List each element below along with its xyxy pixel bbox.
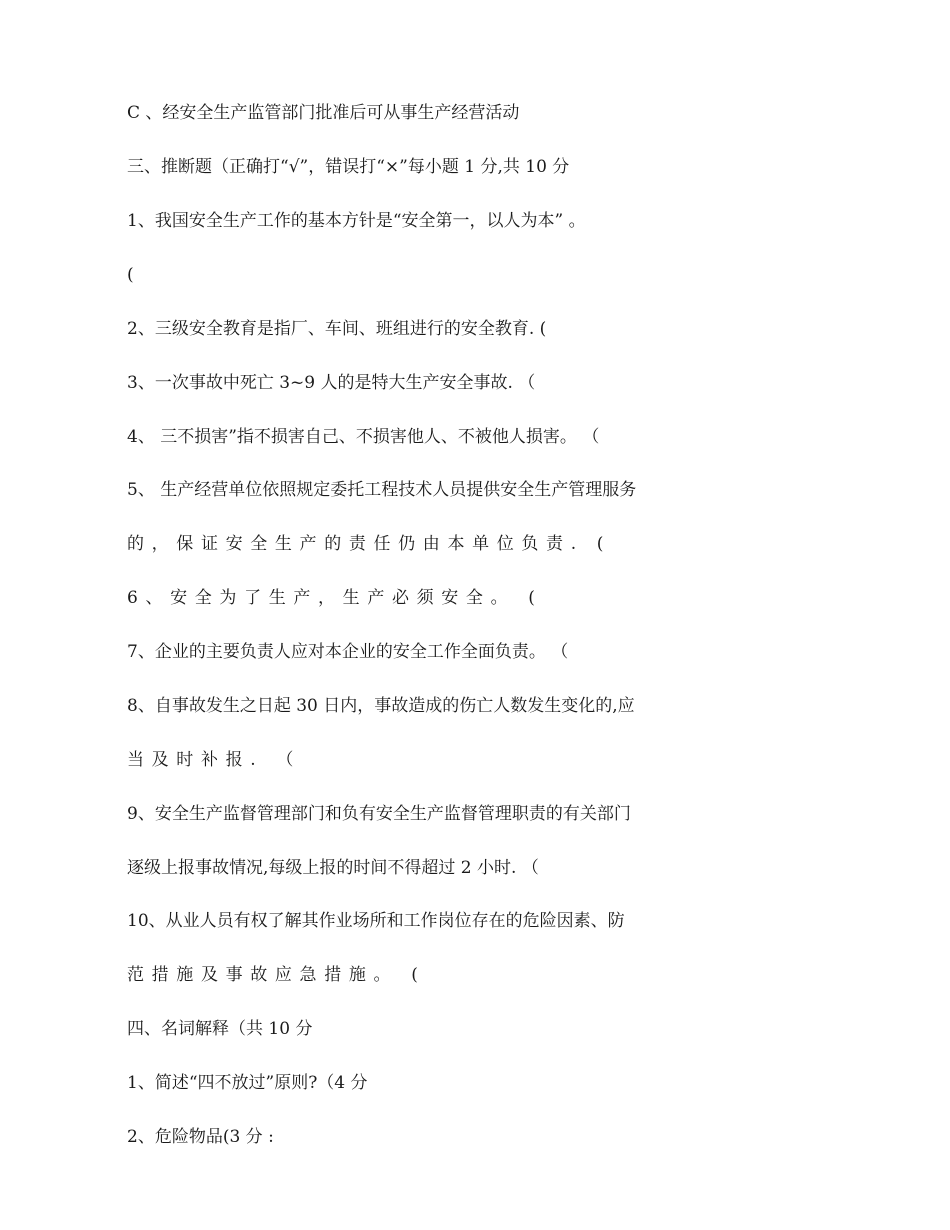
question-4-text: 4、 三不损害”指不损害自己、不损害他人、不被他人损害。 （ bbox=[127, 427, 600, 447]
question-5-text-line1: 5、 生产经营单位依照规定委托工程技术人员提供安全生产管理服务 bbox=[127, 480, 637, 500]
question-10-text-line1: 10、从业人员有权了解其作业场所和工作岗位存在的危险因素、防 bbox=[127, 911, 625, 931]
question-2-text: 2、三级安全教育是指厂、车间、班组进行的安全教育. ( bbox=[127, 319, 547, 339]
question-7-text: 7、企业的主要负责人应对本企业的安全工作全面负责。 （ bbox=[127, 642, 569, 662]
question-6-text: 6、安全为了生产，生产必须安全。 ( bbox=[127, 588, 543, 608]
question-1-text: 1、我国安全生产工作的基本方针是“安全第一，以人为本” 。 bbox=[127, 211, 586, 231]
question-9-text-line1: 9、安全生产监督管理部门和负有安全生产监督管理职责的有关部门 bbox=[127, 804, 631, 824]
question-8-text-line1: 8、自事故发生之日起 30 日内，事故造成的伤亡人数发生变化的,应 bbox=[127, 696, 635, 716]
question-9-text-line2: 逐级上报事故情况,每级上报的时间不得超过 2 小时. （ bbox=[127, 858, 539, 878]
section-heading-terms: 四、名词解释（共 10 分 bbox=[127, 1019, 313, 1039]
question-8-text-line2: 当及时补报. （ bbox=[127, 750, 302, 770]
term-question-1-text: 1、简述“四不放过”原则?（4 分 bbox=[127, 1073, 368, 1093]
section-heading-judgment: 三、推断题（正确打“√”，错误打“×”每小题 1 分,共 10 分 bbox=[127, 157, 570, 177]
question-1-answer-paren: ( bbox=[127, 265, 134, 285]
question-10-text-line2: 范措施及事故应急措施。 ( bbox=[127, 965, 426, 985]
term-question-2-text: 2、危险物品(3 分 : bbox=[127, 1127, 274, 1147]
option-c-text: C 、经安全生产监管部门批准后可从事生产经营活动 bbox=[127, 103, 520, 123]
question-3-text: 3、一次事故中死亡 3~9 人的是特大生产安全事故. （ bbox=[127, 373, 536, 393]
question-5-text-line2: 的，保证安全生产的责任仍由本单位负责. ( bbox=[127, 534, 612, 554]
